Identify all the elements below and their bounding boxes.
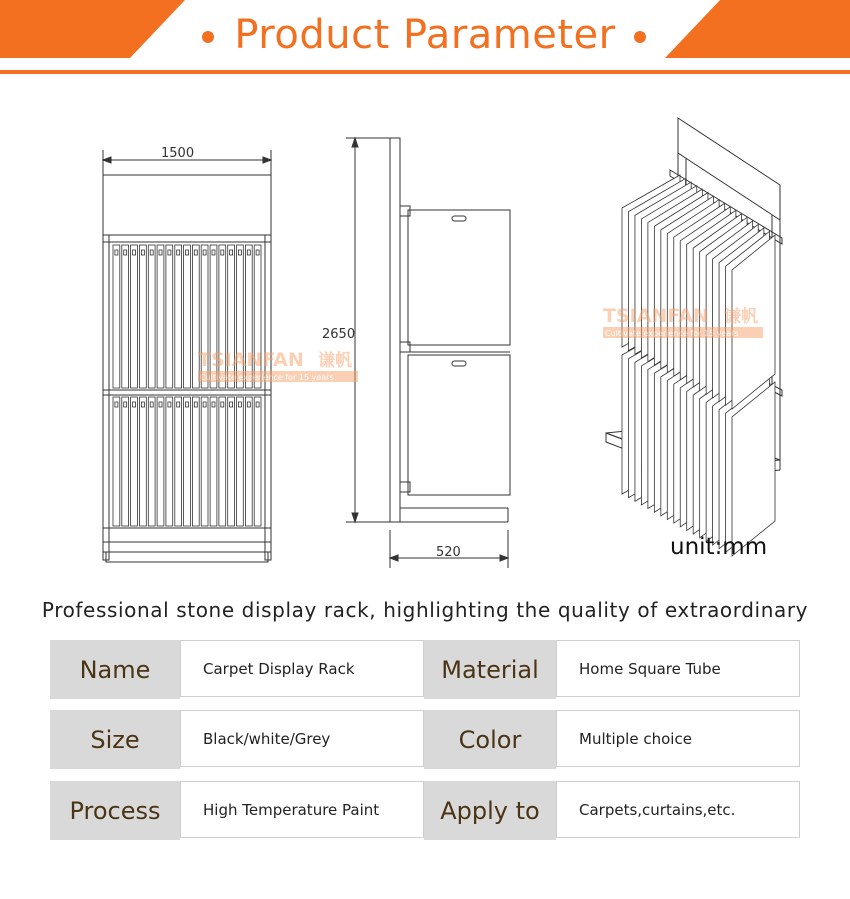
front-panel-handle [238, 402, 241, 407]
dim-width-label: 1500 [161, 146, 195, 161]
front-panel-handle [186, 402, 189, 407]
iso-panels [622, 175, 775, 556]
front-panel [157, 397, 164, 526]
spec-row [50, 710, 800, 769]
front-panel [237, 397, 244, 526]
front-panel [192, 397, 199, 526]
front-panel-handle [194, 402, 197, 407]
unit-label: unit:mm [670, 534, 768, 560]
spec-label: Size [50, 710, 180, 769]
svg-text:TSIANFAN: TSIANFAN [198, 349, 304, 371]
front-panel-handle [115, 250, 118, 255]
front-panel-handle [159, 402, 162, 407]
front-panel-handle [177, 402, 180, 407]
spec-value: Multiple choice [556, 710, 800, 767]
watermark-iso [603, 305, 763, 338]
front-panel [157, 245, 164, 388]
spec-value: Black/white/Grey [180, 710, 424, 767]
front-panel [219, 397, 226, 526]
front-panel [131, 245, 138, 388]
front-panel-handle [159, 250, 162, 255]
dim-depth-label: 520 [436, 545, 461, 560]
svg-text:Cultivate experience for 15 ye: Cultivate experience for 15 years [605, 329, 739, 338]
front-panel [140, 397, 147, 526]
spec-value: Carpets,curtains,etc. [556, 781, 800, 838]
front-panel-handle [133, 402, 136, 407]
front-panel-handle [238, 250, 241, 255]
front-panel-handle [124, 250, 127, 255]
front-panel-handle [256, 250, 259, 255]
front-panel-handle [168, 402, 171, 407]
front-panel-handle [212, 402, 215, 407]
front-panel-handle [221, 250, 224, 255]
front-panel-handle [230, 250, 233, 255]
spec-label: Name [50, 640, 180, 699]
spec-value: Carpet Display Rack [180, 640, 424, 697]
front-panel-handle [203, 250, 206, 255]
spec-value: High Temperature Paint [180, 781, 424, 838]
front-panel [166, 245, 173, 388]
front-panel-handle [124, 402, 127, 407]
front-panels [113, 245, 261, 526]
drawing-canvas [0, 90, 850, 590]
front-panel-handle [150, 250, 153, 255]
spec-label: Apply to [424, 781, 556, 840]
front-panel-handle [141, 402, 144, 407]
front-panel-handle [256, 402, 259, 407]
watermark-front [198, 349, 358, 382]
front-panel-handle [186, 250, 189, 255]
svg-text:谦帆: 谦帆 [724, 307, 758, 327]
technical-drawings [0, 90, 850, 590]
front-panel [113, 245, 120, 388]
front-panel [122, 397, 129, 526]
front-panel [131, 397, 138, 526]
front-panel [175, 397, 182, 526]
front-panel [184, 397, 191, 526]
front-panel-handle [221, 402, 224, 407]
header-banner [0, 0, 850, 80]
side-view [346, 138, 510, 568]
spec-label: Color [424, 710, 556, 769]
front-panel [175, 245, 182, 388]
svg-text:TSIANFAN: TSIANFAN [603, 305, 709, 327]
front-panel [113, 397, 120, 526]
front-panel [184, 245, 191, 388]
front-panel [210, 397, 217, 526]
front-panel-handle [212, 250, 215, 255]
front-panel [122, 245, 129, 388]
front-panel-handle [150, 402, 153, 407]
front-panel-handle [115, 402, 118, 407]
page-title: Product Parameter [234, 12, 616, 58]
spec-row [50, 640, 800, 699]
dim-height-label: 2650 [322, 327, 356, 342]
tagline: Professional stone display rack, highlighting the quality of extraordinary [41, 598, 809, 622]
front-panel-handle [247, 250, 250, 255]
spec-value: Home Square Tube [556, 640, 800, 697]
front-panel [148, 245, 155, 388]
svg-text:Cultivate experience for 15 ye: Cultivate experience for 15 years [200, 373, 334, 382]
front-panel-handle [230, 402, 233, 407]
spec-row [50, 781, 800, 840]
front-panel [166, 397, 173, 526]
front-panel-handle [177, 250, 180, 255]
front-panel-handle [203, 402, 206, 407]
spec-label: Process [50, 781, 180, 840]
front-panel-handle [133, 250, 136, 255]
svg-text:谦帆: 谦帆 [318, 351, 352, 371]
front-panel [254, 397, 261, 526]
front-panel [148, 397, 155, 526]
front-panel [245, 397, 252, 526]
front-panel [201, 397, 208, 526]
front-panel-handle [194, 250, 197, 255]
front-panel [140, 245, 147, 388]
front-panel-handle [141, 250, 144, 255]
front-panel-handle [168, 250, 171, 255]
spec-label: Material [424, 640, 556, 699]
front-panel [228, 397, 235, 526]
front-panel-handle [247, 402, 250, 407]
